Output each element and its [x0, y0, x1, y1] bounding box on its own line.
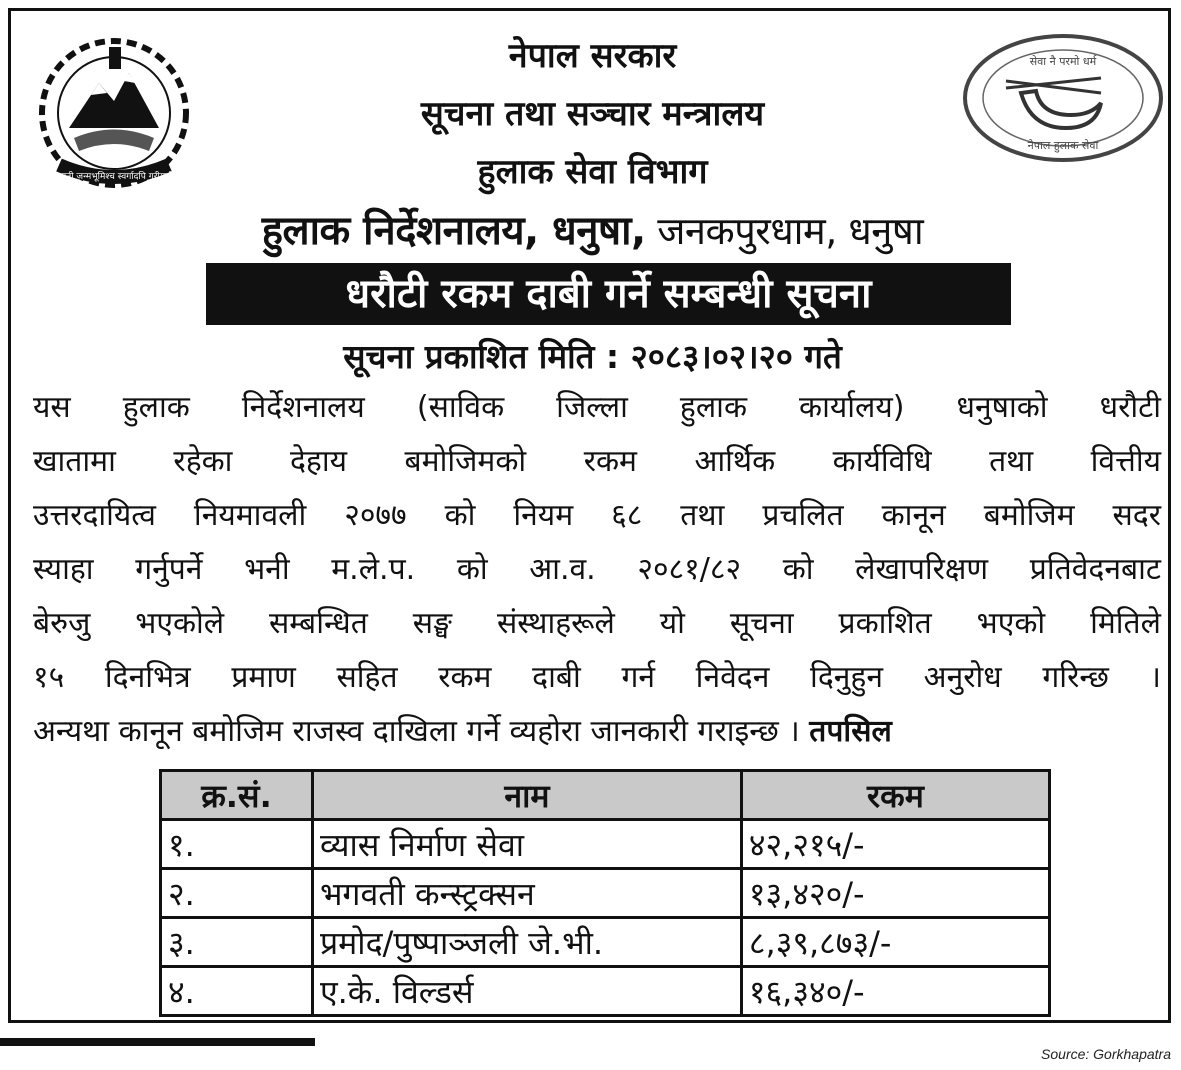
notice-body	[33, 381, 1161, 759]
notice-title: धरौटी रकम दाबी गर्ने सम्बन्धी सूचना	[206, 263, 1011, 325]
body-line: खातामा रहेका देहाय बमोजिमको रकम आर्थिक कार्यविधि तथा वित्तीय	[33, 444, 1161, 479]
body-last-text: अन्यथा कानून बमोजिम राजस्व दाखिला गर्ने व्यहोरा जानकारी गराइन्छ ।	[33, 714, 810, 749]
body-line: उत्तरदायित्व नियमावली २०७७ को नियम ६८ तथा प्रचलित कानून बमोजिम सदर	[33, 498, 1161, 533]
header-serial: क्र.सं.	[161, 771, 313, 820]
svg-text:जननी जन्मभूमिश्च स्वर्गादपि गर: जननी जन्मभूमिश्च स्वर्गादपि गरीयसी	[54, 172, 174, 182]
body-line-last	[33, 705, 1161, 759]
source-credit: Source: Gorkhapatra	[1041, 1046, 1171, 1062]
cell-name: व्यास निर्माण सेवा	[312, 820, 741, 869]
table-row	[161, 820, 1050, 869]
office-location: जनकपुरधाम, धनुषा	[645, 209, 924, 253]
body-line: यस हुलाक निर्देशनालय (साविक जिल्ला हुलाक कार्यालय) धनुषाको धरौटी	[33, 390, 1161, 425]
department-name: हुलाक सेवा विभाग	[477, 152, 708, 192]
postal-service-logo	[961, 33, 1166, 163]
table-header-row	[161, 771, 1050, 820]
cell-serial: ४.	[161, 967, 313, 1016]
cell-name: ए.के. विल्डर्स	[312, 967, 741, 1016]
cell-amount: १६,३४०/-	[741, 967, 1049, 1016]
cell-serial: २.	[161, 869, 313, 918]
header-name: नाम	[312, 771, 741, 820]
table-row	[161, 918, 1050, 967]
body-line: स्याहा गर्नुपर्ने भनी म.ले.प. को आ.व. २०८१/८२ को लेखापरिक्षण प्रतिवेदनबाट	[33, 552, 1161, 587]
svg-text:सेवा नै परमो धर्म: सेवा नै परमो धर्म	[1029, 55, 1097, 68]
table-row	[161, 967, 1050, 1016]
body-line: १५ दिनभित्र प्रमाण सहित रकम दाबी गर्न निवेदन दिनुहुन अनुरोध गरिन्छ ।	[33, 660, 1161, 695]
cell-amount: १३,४२०/-	[741, 869, 1049, 918]
svg-text:नेपाल हुलाक सेवा: नेपाल हुलाक सेवा	[1027, 139, 1099, 152]
cell-amount: ४२,२१५/-	[741, 820, 1049, 869]
cell-serial: ३.	[161, 918, 313, 967]
government-name: नेपाल सरकार	[508, 36, 677, 76]
header-amount: रकम	[741, 771, 1049, 820]
cell-amount: ८,३९,८७३/-	[741, 918, 1049, 967]
footer-rule	[0, 1038, 315, 1046]
cell-name: प्रमोद/पुष्पाञ्जली जे.भी.	[312, 918, 741, 967]
office-name	[11, 201, 1174, 256]
table-row	[161, 869, 1050, 918]
ministry-name: सूचना तथा सञ्चार मन्त्रालय	[420, 94, 765, 134]
claim-table	[159, 769, 1051, 1017]
cell-name: भगवती कन्स्ट्रक्सन	[312, 869, 741, 918]
cell-serial: १.	[161, 820, 313, 869]
published-date: सूचना प्रकाशित मिति : २०८३।०२।२० गते	[343, 337, 842, 376]
notice-frame	[8, 8, 1171, 1023]
office-name-bold: हुलाक निर्देशनालय, धनुषा,	[261, 208, 646, 254]
body-line: बेरुजु भएकोले सम्बन्धित सङ्घ संस्थाहरूले यो सूचना प्रकाशित भएको मितिले	[33, 606, 1161, 641]
schedule-label: तपसिल	[809, 714, 892, 749]
